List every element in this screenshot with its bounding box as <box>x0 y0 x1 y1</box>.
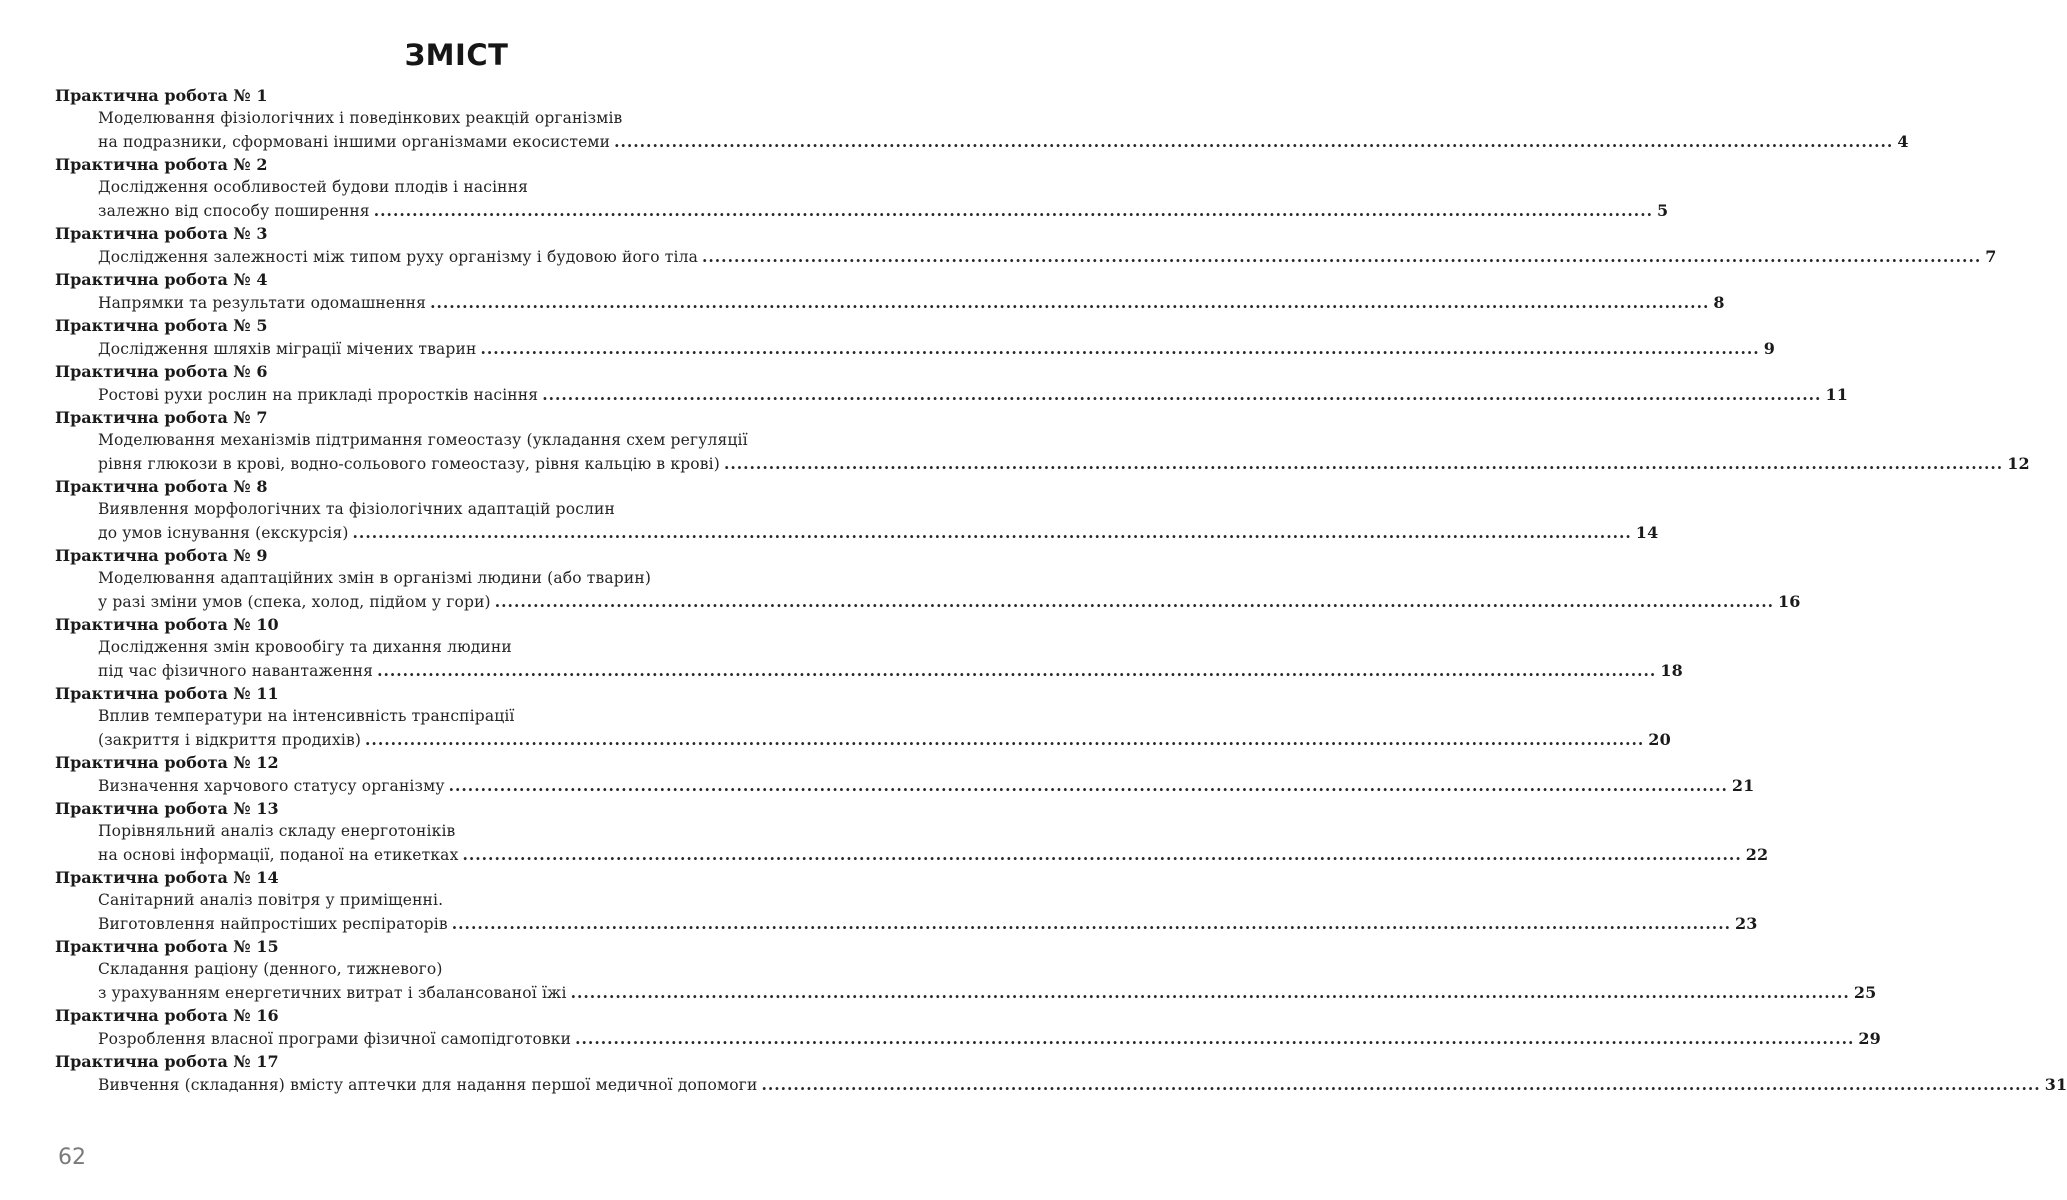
toc-entry-line: Моделювання фізіологічних і поведінкових реакцій організмів <box>98 109 623 127</box>
toc-entry-8 <box>55 475 1659 544</box>
toc-entry-page: 12 <box>2007 454 2030 473</box>
toc-entry-heading: Практична робота № 14 <box>55 868 279 887</box>
dot-leader: ........................................................................................................................................................................................................ <box>430 293 1710 312</box>
toc-entry-heading: Практична робота № 8 <box>55 477 268 496</box>
toc-entry-line: у разі зміни умов (спека, холод, підйом у гори) <box>98 593 491 611</box>
toc-entry-last-line <box>98 337 1775 360</box>
toc-entry-page: 11 <box>1825 385 1849 404</box>
toc-entry-heading: Практична робота № 1 <box>55 86 268 105</box>
toc-entry-line: Моделювання адаптаційних змін в організмі людини (або тварин) <box>98 569 652 587</box>
toc-entry-page: 20 <box>1648 730 1671 749</box>
toc-entry-heading: Практична робота № 5 <box>55 316 268 335</box>
toc-entry-line: Порівняльний аналіз складу енерготоніків <box>98 822 456 840</box>
toc-entry-last-line <box>98 521 1659 544</box>
toc-entry-2 <box>55 153 1669 222</box>
toc-entry-line: Визначення харчового статусу організму <box>98 777 445 795</box>
toc-entry-7 <box>55 406 2030 475</box>
toc-entry-last-line <box>98 383 1849 406</box>
toc-entry-last-line <box>98 912 1758 935</box>
dot-leader: ........................................................................................................................................................................................................ <box>373 201 1653 220</box>
toc-entry-page: 23 <box>1735 914 1758 933</box>
toc-entry-page: 8 <box>1713 293 1725 312</box>
toc-entry-4 <box>55 268 1725 314</box>
dot-leader: ........................................................................................................................................................................................................ <box>723 454 2004 473</box>
toc-entry-page: 22 <box>1745 845 1769 864</box>
toc-entry-heading: Практична робота № 9 <box>55 546 268 565</box>
dot-leader: ........................................................................................................................................................................................................ <box>480 339 1760 358</box>
toc-entry-last-line <box>98 843 1769 866</box>
toc-entry-last-line <box>98 728 1671 751</box>
toc-entry-heading: Практична робота № 7 <box>55 408 268 427</box>
toc-entry-line: на основі інформації, поданої на етикетках <box>98 846 459 864</box>
toc-entry-line: Санітарний аналіз повітря у приміщенні. <box>98 891 444 909</box>
toc-entry-line: до умов існування (екскурсія) <box>98 524 349 542</box>
toc-entry-line: Дослідження змін кровообігу та дихання людини <box>98 638 512 656</box>
toc-entry-line: залежно від способу поширення <box>98 202 370 220</box>
toc-entry-heading: Практична робота № 2 <box>55 155 268 174</box>
toc-entry-6 <box>55 360 1849 406</box>
toc-entry-line: (закриття і відкриття продихів) <box>98 731 362 749</box>
toc-entry-9 <box>55 544 1801 613</box>
dot-leader: ........................................................................................................................................................................................................ <box>570 983 1850 1002</box>
toc-entry-page: 29 <box>1858 1029 1881 1048</box>
toc-entry-last-line <box>98 130 1909 153</box>
toc-entry-heading: Практична робота № 4 <box>55 270 268 289</box>
toc-entry-page: 14 <box>1635 523 1659 542</box>
toc-entry-15 <box>55 935 1877 1004</box>
toc-entry-line: Ростові рухи рослин на прикладі проростків насіння <box>98 386 539 404</box>
toc-entry-page: 9 <box>1763 339 1775 358</box>
toc-entry-heading: Практична робота № 15 <box>55 937 279 956</box>
toc-entry-line: з урахуванням енергетичних витрат і збалансованої їжі <box>98 984 567 1002</box>
toc-entry-page: 16 <box>1778 592 1801 611</box>
dot-leader: ........................................................................................................................................................................................................ <box>462 845 1742 864</box>
toc-entry-line: Дослідження особливостей будови плодів і насіння <box>98 178 529 196</box>
table-of-contents <box>55 84 2067 1096</box>
toc-entry-line: Моделювання механізмів підтримання гомеостазу (укладання схем регуляції <box>98 431 748 449</box>
toc-entry-11 <box>55 682 1671 751</box>
toc-entry-12 <box>55 751 1755 797</box>
toc-entry-heading: Практична робота № 12 <box>55 753 279 772</box>
dot-leader: ........................................................................................................................................................................................................ <box>542 385 1822 404</box>
toc-entry-line: рівня глюкози в крові, водно-сольового гомеостазу, рівня кальцію в крові) <box>98 455 720 473</box>
toc-entry-line: Напрямки та результати одомашнення <box>98 294 427 312</box>
toc-entry-5 <box>55 314 1775 360</box>
toc-entry-page: 31 <box>2044 1075 2067 1094</box>
toc-entry-page: 4 <box>1897 132 1909 151</box>
toc-entry-page: 25 <box>1853 983 1877 1002</box>
toc-entry-line: Вивчення (складання) вмісту аптечки для надання першої медичної допомоги <box>98 1076 758 1094</box>
dot-leader: ........................................................................................................................................................................................................ <box>701 247 1982 266</box>
toc-entry-line: Виявлення морфологічних та фізіологічних адаптацій рослин <box>98 500 615 518</box>
toc-entry-page: 21 <box>1731 776 1755 795</box>
page-title: ЗМІСТ <box>404 38 509 72</box>
toc-entry-heading: Практична робота № 11 <box>55 684 279 703</box>
toc-entry-line: на подразники, сформовані іншими організмами екосистеми <box>98 133 611 151</box>
toc-entry-heading: Практична робота № 3 <box>55 224 268 243</box>
page-number: 62 <box>58 1145 86 1170</box>
toc-entry-line: Дослідження залежності між типом руху організму і будовою його тіла <box>98 248 698 266</box>
dot-leader: ........................................................................................................................................................................................................ <box>761 1075 2041 1094</box>
toc-entry-heading: Практична робота № 16 <box>55 1006 279 1025</box>
dot-leader: ........................................................................................................................................................................................................ <box>451 914 1731 933</box>
dot-leader: ........................................................................................................................................................................................................ <box>614 132 1894 151</box>
toc-entry-10 <box>55 613 1683 682</box>
toc-entry-last-line <box>98 452 2030 475</box>
dot-leader: ........................................................................................................................................................................................................ <box>352 523 1632 542</box>
toc-entry-page: 5 <box>1657 201 1669 220</box>
toc-entry-3 <box>55 222 1997 268</box>
dot-leader: ........................................................................................................................................................................................................ <box>365 730 1645 749</box>
toc-entry-16 <box>55 1004 1881 1050</box>
toc-entry-page: 7 <box>1985 247 1997 266</box>
toc-entry-line: Вплив температури на інтенсивність транспірації <box>98 707 515 725</box>
toc-entry-last-line <box>98 774 1755 797</box>
toc-entry-last-line <box>98 199 1669 222</box>
dot-leader: ........................................................................................................................................................................................................ <box>448 776 1728 795</box>
toc-entry-last-line <box>98 590 1801 613</box>
toc-entry-17 <box>55 1050 2067 1096</box>
dot-leader: ........................................................................................................................................................................................................ <box>575 1029 1855 1048</box>
toc-entry-last-line <box>98 1073 2067 1096</box>
toc-entry-page: 18 <box>1660 661 1683 680</box>
toc-entry-last-line <box>98 981 1877 1004</box>
toc-entry-line: Виготовлення найпростіших респіраторів <box>98 915 448 933</box>
toc-entry-13 <box>55 797 1769 866</box>
toc-entry-last-line <box>98 659 1683 682</box>
toc-entry-line: Розроблення власної програми фізичної самопідготовки <box>98 1030 572 1048</box>
dot-leader: ........................................................................................................................................................................................................ <box>377 661 1657 680</box>
toc-entry-last-line <box>98 245 1997 268</box>
toc-entry-heading: Практична робота № 13 <box>55 799 279 818</box>
dot-leader: ........................................................................................................................................................................................................ <box>494 592 1775 611</box>
toc-entry-line: Складання раціону (денного, тижневого) <box>98 960 443 978</box>
toc-entry-14 <box>55 866 1758 935</box>
toc-entry-heading: Практична робота № 10 <box>55 615 279 634</box>
toc-entry-heading: Практична робота № 6 <box>55 362 268 381</box>
toc-entry-line: під час фізичного навантаження <box>98 662 374 680</box>
toc-entry-line: Дослідження шляхів міграції мічених тварин <box>98 340 477 358</box>
toc-entry-last-line <box>98 1027 1881 1050</box>
toc-entry-last-line <box>98 291 1725 314</box>
toc-entry-1 <box>55 84 1909 153</box>
toc-entry-heading: Практична робота № 17 <box>55 1052 279 1071</box>
